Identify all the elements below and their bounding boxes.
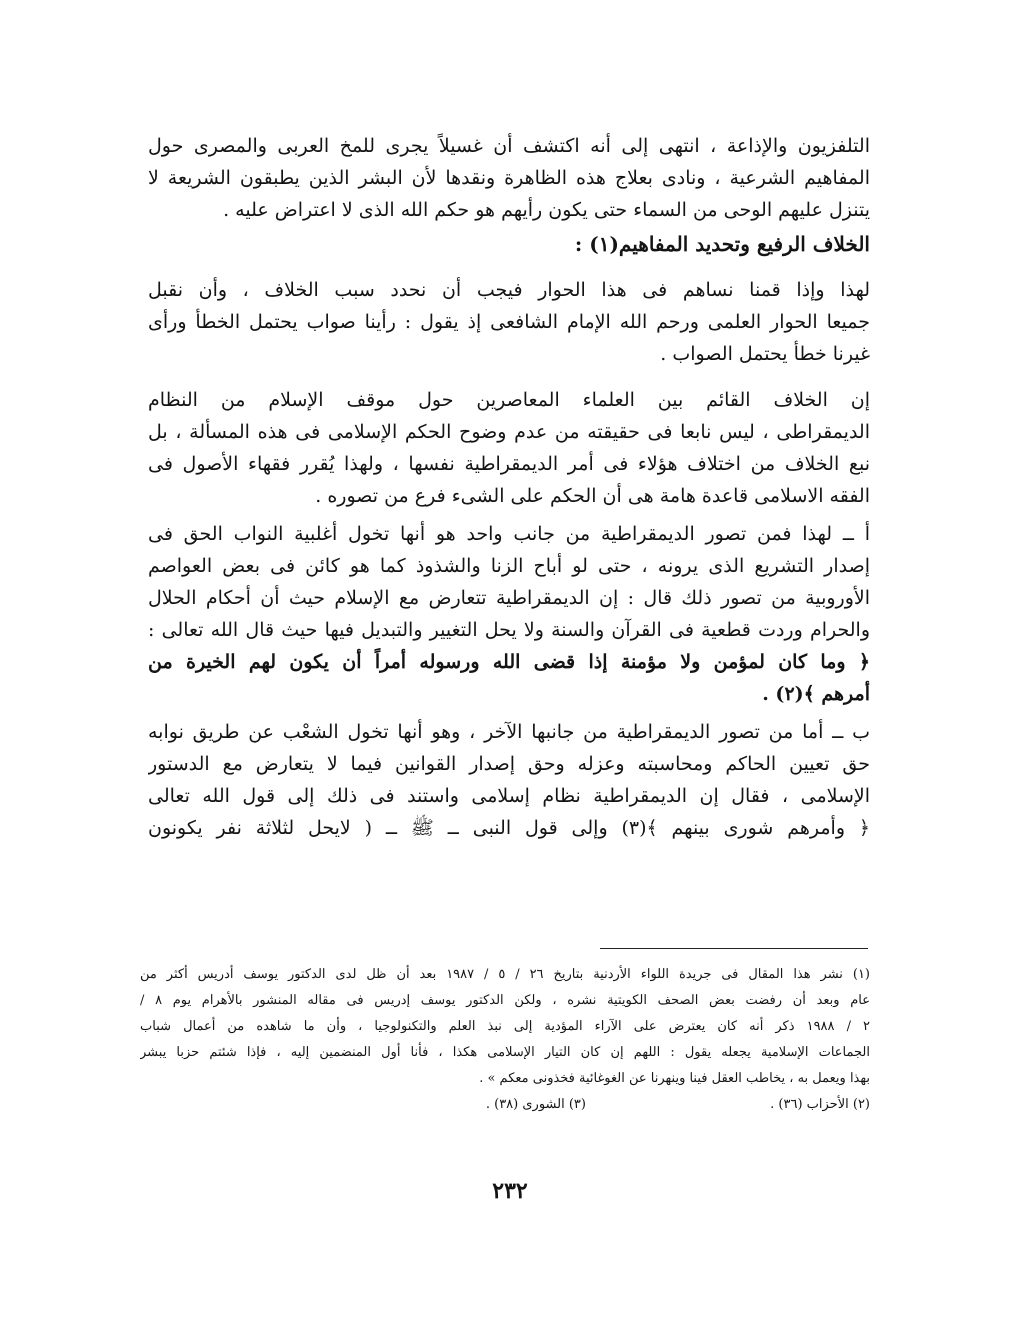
footnote-line: ٢ / ١٩٨٨ ذكر أنه كان يعترض على الآراء المؤدية إلى نبذ العلم والتكنولوجيا ، وأن ما شاهده من أعمال شباب (140, 1019, 870, 1034)
footnote-line: الجماعات الإسلامية يجعله يقول : اللهم إن كان التيار الإسلامى هكذا ، فأنا أول المنضمين إليه ، فإذا شئتم حزبا يبشر (140, 1045, 870, 1060)
text-line: المفاهيم الشرعية ، ونادى بعلاج هذه الظاهرة ونقدها لأن البشر الذين يطبقون الشريعة لا (148, 167, 870, 189)
paragraph-3 (148, 384, 870, 512)
text-line: أ ــ لهذا فمن تصور الديمقراطية من جانب واحد هو أنها تخول أغلبية النواب الحق فى (148, 523, 870, 545)
paragraph-1 (148, 130, 870, 226)
footnote-2: (٢) الأحزاب (٣٦) . (770, 1097, 870, 1112)
footnote-references (140, 1092, 870, 1118)
footnote-line: عام وبعد أن رفضت بعض الصحف الكويتية نشره ، ولكن الدكتور يوسف إدريس فى مقاله المنشور بالأهرام يوم ٨ / (140, 993, 870, 1008)
text-line: الفقه الاسلامى قاعدة هامة هى أن الحكم على الشىء فرع من تصوره . (315, 485, 870, 507)
text-line: إن الخلاف القائم بين العلماء المعاصرين حول موقف الإسلام من النظام (148, 389, 870, 411)
paragraph-5 (148, 716, 870, 844)
text-line: ﴿ وأمرهم شورى بينهم ﴾(٣) وإلى قول النبى ــ ﷺ ــ ( لايحل لثلاثة نفر يكونون (148, 817, 870, 839)
paragraph-4 (148, 518, 870, 710)
text-line: ب ــ أما من تصور الديمقراطية من جانبها الآخر ، وهو أنها تخول الشعْب عن طريق نوابه (148, 721, 870, 743)
text-line: غيرنا خطأ يحتمل الصواب . (660, 343, 870, 365)
text-line: نبع الخلاف من اختلاف هؤلاء فى أمر الديمقراطية نفسها ، ولهذا يُقرر فقهاء الأصول فى (148, 453, 870, 475)
section-heading: الخلاف الرفيع وتحديد المفاهيم(١) : (574, 232, 870, 256)
paragraph-2 (148, 274, 870, 370)
text-line: حق تعيين الحاكم ومحاسبته وعزله وحق إصدار القوانين فيما لا يتعارض مع الدستور (148, 753, 870, 775)
footnote-3: (٣) الشورى (٣٨) . (485, 1097, 586, 1112)
text-line: الأوروبية من تصور ذلك قال : إن الديمقراطية تتعارض مع الإسلام حيث أن أحكام الحلال (148, 587, 870, 609)
quran-quote-line: ﴿ وما كان لمؤمن ولا مؤمنة إذا قضى الله ورسوله أمراً أن يكون لهم الخيرة من (148, 651, 870, 673)
text-line: والحرام وردت قطعية فى القرآن والسنة ولا يحل التغيير والتبديل فيها حيث قال الله تعالى : (148, 619, 870, 641)
text-line: يتنزل عليهم الوحى من السماء حتى يكون رأيهم هو حكم الله الذى لا اعتراض عليه . (223, 199, 870, 221)
text-line: جميعا الحوار العلمى ورحم الله الإمام الشافعى إذ يقول : رأينا صواب يحتمل الخطأ ورأى (148, 311, 870, 333)
footnotes (140, 962, 870, 1118)
text-line: إصدار التشريع الذى يرونه ، حتى لو أباح الزنا والشذوذ كما هو كائن فى بعض العواصم (148, 555, 870, 577)
text-line: لهذا وإذا قمنا نساهم فى هذا الحوار فيجب أن نحدد سبب الخلاف ، وأن نقبل (148, 279, 870, 301)
text-line: الإسلامى ، فقال إن الديمقراطية نظام إسلامى واستند فى ذلك إلى قول الله تعالى (148, 785, 870, 807)
main-text (148, 130, 870, 844)
text-line: الديمقراطى ، ليس نابعا فى حقيقته من عدم وضوح الحكم الإسلامى فى هذه المسألة ، بل (148, 421, 870, 443)
text-line: التلفزيون والإذاعة ، انتهى إلى أنه اكتشف أن غسيلاً يجرى للمخ العربى والمصرى حول (148, 135, 870, 157)
page-number: ٢٣٢ (492, 1178, 528, 1204)
quran-quote-line: أمرهم ﴾(٢) . (762, 683, 870, 705)
footnote-line: بهذا ويعمل به ، يخاطب العقل فينا وينهرنا عن الغوغائية فخذونى معكم » . (479, 1071, 870, 1086)
footnote-divider (600, 948, 868, 949)
footnote-line: (١) نشر هذا المقال فى جريدة اللواء الأردنية بتاريخ ٢٦ / ٥ / ١٩٨٧ بعد أن ظل لدى الدكتور يوسف أدريس أكثر من (140, 967, 870, 982)
